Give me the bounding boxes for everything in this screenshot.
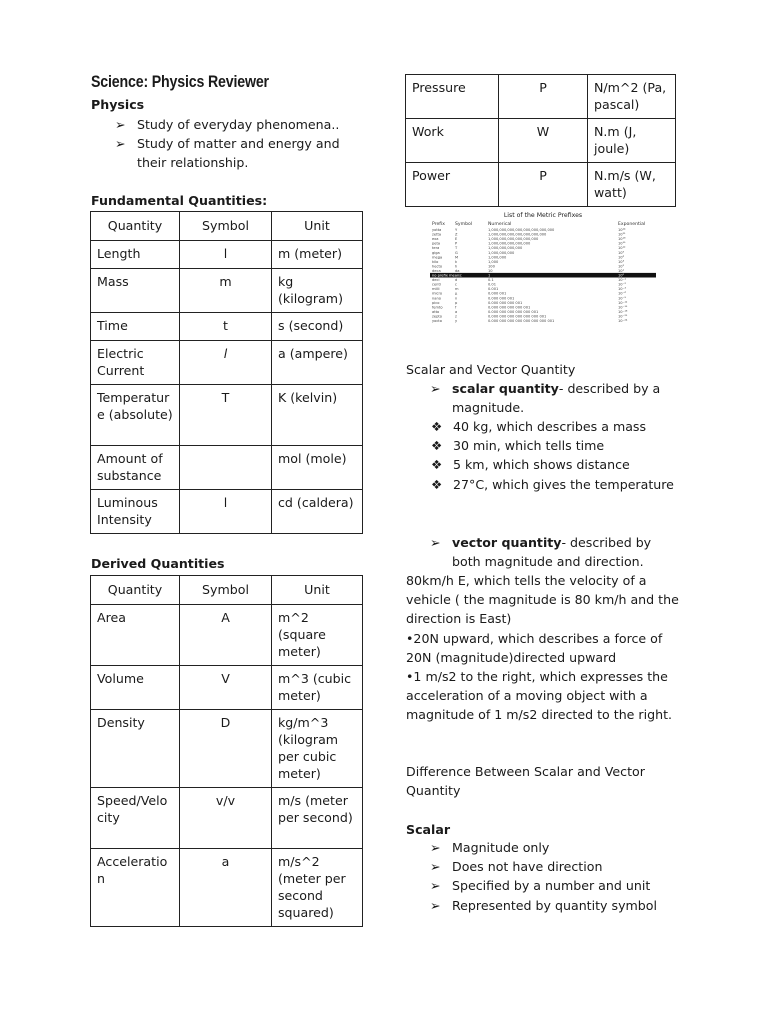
table-cell: m^3 (cubic meter) [272, 666, 363, 710]
table-cell: t [180, 313, 272, 341]
table-cell: kg (kilogram) [272, 269, 363, 313]
arrow-bullet-icon: ➢ [430, 878, 441, 894]
prefix-cell: 0.000 000 001 [488, 296, 515, 301]
prefix-cell: 0.000 000 000 000 001 [488, 305, 531, 310]
table-cell: a [180, 849, 272, 927]
table-cell: cd (caldera) [272, 490, 363, 534]
prefix-cell: 1,000,000,000,000 [488, 246, 523, 251]
table-cell: P [499, 163, 588, 207]
prefix-cell: mega [432, 255, 443, 260]
prefix-cell: 10⁻¹⁸ [618, 309, 628, 314]
table-row [91, 788, 363, 849]
prefix-column-header: Exponential [618, 222, 646, 227]
table-cell: Electric Current [91, 341, 180, 385]
prefix-cell: 1,000 [488, 259, 499, 264]
prefix-cell: da [455, 268, 460, 273]
prefix-cell: exa [432, 237, 439, 242]
prefix-cell: Z [455, 232, 458, 237]
list-item: ➢ Magnitude only [430, 838, 690, 857]
prefix-cell: c [455, 282, 457, 287]
list-item: ❖ 30 min, which tells time [431, 436, 681, 455]
prefix-cell: m [455, 287, 459, 292]
scalar-heading: Scalar [406, 822, 451, 837]
prefix-cell: giga [432, 250, 440, 255]
column-header: Quantity [91, 576, 180, 605]
prefix-cell: T [455, 246, 458, 251]
prefix-cell: nano [432, 296, 441, 301]
prefix-cell: 1,000,000 [488, 255, 507, 260]
list-item: ➢ Study of matter and energy and their relationship. [115, 136, 340, 171]
prefix-cell: 100 [488, 264, 495, 269]
table-header-row [91, 576, 363, 605]
table-cell: V [180, 666, 272, 710]
table-cell: l [180, 241, 272, 269]
prefix-cell: 10¹⁸ [618, 237, 626, 242]
table-cell: P [499, 75, 588, 119]
table-cell: T [180, 385, 272, 446]
prefix-cell: 10² [618, 264, 625, 269]
prefix-cell: 1,000,000,000,000,000,000,000,000 [488, 228, 555, 232]
prefix-cell: d [455, 278, 458, 283]
table-cell: Acceleration [91, 849, 180, 927]
vector-definition-text: - described by both magnitude and direction. [452, 535, 652, 570]
table-row [91, 269, 363, 313]
fundamental-quantities-table [90, 211, 363, 534]
prefix-cell: 10¹² [618, 246, 626, 251]
vector-examples-text: 80km/h E, which tells the velocity of a vehicle ( the magnitude is 80 km/h and the direction is East) •20N upward, which describes a force of 20N (magnitude)directed upward •1 m/s2 to the right, which expresses the acceleration of a moving object with a magnitude of 1 m/s2 directed to the right. [406, 573, 679, 723]
scalar-definition-text: - described by a magnitude. [452, 381, 661, 416]
table-row [91, 849, 363, 927]
prefix-cell: 1,000,000,000 [488, 250, 515, 255]
table-cell: l [180, 490, 272, 534]
arrow-bullet-icon: ➢ [115, 136, 126, 152]
physics-list [115, 115, 365, 173]
table-cell: Length [91, 241, 180, 269]
prefix-cell: 0.000 000 000 000 000 000 001 [488, 314, 547, 319]
table-cell: m/s^2 (meter per second squared) [272, 849, 363, 927]
diamond-bullet-icon: ❖ [431, 476, 443, 492]
table-cell: Temperature (absolute) [91, 385, 180, 446]
arrow-bullet-icon: ➢ [430, 897, 441, 913]
metric-prefix-table-image [428, 210, 658, 326]
table-row [91, 313, 363, 341]
prefix-cell: 10⁹ [618, 250, 625, 255]
table-cell: Mass [91, 269, 180, 313]
prefix-cell: y [455, 319, 458, 323]
prefix-cell: 10³ [618, 259, 625, 264]
prefix-cell: 10⁻² [618, 282, 626, 287]
prefix-cell: milli [432, 287, 440, 292]
prefix-cell: 10⁰ [618, 273, 625, 278]
fundamental-heading: Fundamental Quantities: [91, 193, 268, 208]
prefix-cell: zepto [432, 314, 442, 319]
difference-heading: Difference Between Scalar and Vector Quantity [406, 764, 645, 799]
table-cell: Work [406, 119, 499, 163]
prefix-cell: hecto [432, 264, 443, 269]
table-cell: Luminous Intensity [91, 490, 180, 534]
prefix-cell: G [455, 250, 458, 255]
table-cell: mol (mole) [272, 446, 363, 490]
table-cell: kg/m^3 (kilogram per cubic meter) [272, 710, 363, 788]
prefix-cell: yocto [432, 319, 442, 323]
table-row [91, 490, 363, 534]
physics-heading: Physics [91, 97, 145, 112]
arrow-bullet-icon: ➢ [430, 535, 441, 550]
list-item: ➢ Does not have direction [430, 857, 690, 876]
list-item: ➢ Study of everyday phenomena.. [115, 115, 365, 134]
prefix-cell: centi [432, 282, 441, 287]
prefix-cell: 10⁶ [618, 255, 625, 260]
prefix-column-header: Numerical [488, 222, 512, 227]
list-item: ➢ Represented by quantity symbol [430, 896, 690, 915]
table-row [406, 163, 676, 207]
prefix-cell: 0.01 [488, 282, 497, 287]
prefix-cell: 10 [488, 268, 493, 273]
table-cell: s (second) [272, 313, 363, 341]
table-cell: W [499, 119, 588, 163]
table-cell: m/s (meter per second) [272, 788, 363, 849]
arrow-bullet-icon: ➢ [115, 117, 126, 132]
vector-definition [430, 533, 680, 571]
table-row [91, 710, 363, 788]
table-cell: Volume [91, 666, 180, 710]
scalar-definition [430, 379, 680, 417]
table-cell: m^2 (square meter) [272, 605, 363, 666]
scalar-term: scalar quantity [452, 381, 559, 396]
scalar-vector-heading: Scalar and Vector Quantity [406, 362, 576, 377]
prefix-column-header: Prefix [432, 222, 445, 227]
table-row [91, 385, 363, 446]
scalar-examples-list [431, 417, 681, 494]
prefix-cell: 1 [488, 273, 491, 278]
diamond-bullet-icon: ❖ [431, 457, 443, 473]
table-cell: v/v [180, 788, 272, 849]
prefix-cell: yotta [432, 228, 442, 232]
table-row [91, 446, 363, 490]
prefix-cell: atto [432, 309, 440, 314]
prefix-cell: kilo [432, 259, 439, 264]
table-cell: Time [91, 313, 180, 341]
table-row [406, 75, 676, 119]
column-header: Unit [272, 212, 363, 241]
arrow-bullet-icon: ➢ [430, 859, 441, 875]
more-derived-table [405, 74, 676, 207]
table-cell: Area [91, 605, 180, 666]
prefix-cell: 1,000,000,000,000,000,000 [488, 237, 539, 242]
prefix-cell: 0.001 [488, 287, 499, 292]
prefix-cell: deca [432, 268, 441, 273]
arrow-bullet-icon: ➢ [430, 381, 441, 396]
vector-term: vector quantity [452, 535, 562, 550]
prefix-cell: 10⁻²⁴ [618, 319, 628, 323]
prefix-cell: h [455, 264, 458, 269]
column-header: Symbol [180, 576, 272, 605]
table-cell: a (ampere) [272, 341, 363, 385]
prefix-cell: 10⁻¹² [618, 300, 628, 305]
prefix-cell: P [455, 241, 458, 246]
prefix-cell: tera [432, 246, 440, 251]
list-item: ❖ 27°C, which gives the temperature [431, 475, 681, 494]
prefix-cell: 10¹ [618, 268, 625, 273]
prefix-cell: a [455, 309, 458, 314]
prefix-cell: 10⁻³ [618, 287, 626, 292]
column-header: Symbol [180, 212, 272, 241]
table-cell: D [180, 710, 272, 788]
scalar-points-list [430, 838, 690, 915]
derived-quantities-table [90, 575, 363, 927]
table-cell: Density [91, 710, 180, 788]
table-cell: N/m^2 (Pa, pascal) [588, 75, 676, 119]
table-cell: Speed/Velocity [91, 788, 180, 849]
table-cell [180, 446, 272, 490]
prefix-table-title: List of the Metric Prefixes [503, 212, 583, 219]
prefix-cell: peta [432, 241, 441, 246]
prefix-cell: 0.1 [488, 278, 494, 283]
table-row [406, 119, 676, 163]
prefix-cell: no prefix means: [432, 273, 463, 278]
table-cell: Amount of substance [91, 446, 180, 490]
prefix-cell: 10⁻¹⁵ [618, 305, 628, 310]
table-row [91, 666, 363, 710]
prefix-cell: Y [455, 228, 458, 232]
list-item: ❖ 40 kg, which describes a mass [431, 417, 681, 436]
table-row [91, 605, 363, 666]
prefix-cell: μ [455, 291, 458, 296]
table-row [91, 341, 363, 385]
prefix-cell: 10¹⁵ [618, 241, 626, 246]
prefix-cell: 0.000 000 000 001 [488, 300, 523, 305]
prefix-cell: 10⁻⁹ [618, 296, 626, 301]
arrow-bullet-icon: ➢ [430, 840, 441, 855]
table-header-row [91, 212, 363, 241]
prefix-cell: M [455, 255, 459, 260]
page-title: Science: Physics Reviewer [91, 73, 269, 91]
prefix-cell: p [455, 300, 458, 305]
prefix-cell: deci [432, 278, 440, 283]
prefix-cell: E [455, 237, 458, 242]
prefix-cell: z [455, 314, 457, 319]
table-cell: K (kelvin) [272, 385, 363, 446]
diamond-bullet-icon: ❖ [431, 438, 443, 454]
diamond-bullet-icon: ❖ [431, 419, 443, 434]
table-cell: m [180, 269, 272, 313]
prefix-cell: 0.000 000 000 000 000 000 000 001 [488, 319, 555, 323]
table-cell: l [180, 341, 272, 385]
derived-heading: Derived Quantities [91, 556, 225, 571]
column-header: Quantity [91, 212, 180, 241]
prefix-cell: 1,000,000,000,000,000 [488, 241, 531, 246]
prefix-cell: 0.000 000 000 000 000 001 [488, 309, 539, 314]
prefix-cell: femto [432, 305, 443, 310]
prefix-column-header: Symbol [455, 222, 473, 227]
table-cell: Power [406, 163, 499, 207]
prefix-cell: micro [432, 291, 443, 296]
prefix-cell: k [455, 259, 458, 264]
prefix-cell: 10²⁴ [618, 228, 626, 232]
prefix-cell: n [455, 296, 458, 301]
table-cell: N.m (J, joule) [588, 119, 676, 163]
prefix-cell: 10²¹ [618, 232, 626, 237]
prefix-cell: 10⁻²¹ [618, 314, 628, 319]
table-cell: N.m/s (W, watt) [588, 163, 676, 207]
prefix-cell: 10⁻¹ [618, 278, 626, 283]
table-row [91, 241, 363, 269]
prefix-cell: 0.000 001 [488, 291, 507, 296]
prefix-cell: 1,000,000,000,000,000,000,000 [488, 232, 547, 237]
list-item: ❖ 5 km, which shows distance [431, 455, 681, 474]
table-cell: A [180, 605, 272, 666]
list-item: ➢ Specified by a number and unit [430, 876, 690, 895]
prefix-cell: zetta [432, 232, 442, 237]
prefix-cell: pico [432, 300, 440, 305]
prefix-cell: f [455, 305, 457, 310]
prefix-cell: 10⁻⁶ [618, 291, 626, 296]
column-header: Unit [272, 576, 363, 605]
table-cell: Pressure [406, 75, 499, 119]
table-cell: m (meter) [272, 241, 363, 269]
